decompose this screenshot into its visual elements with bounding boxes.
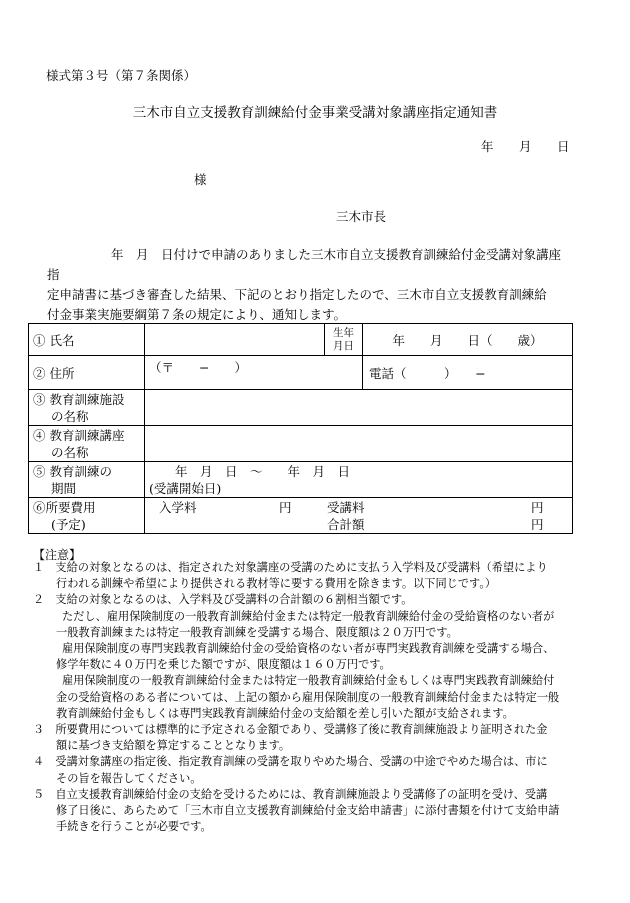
phone-value[interactable]: 電話（ ） − [363, 356, 573, 390]
note-line: ５ 自立支援教育訓練給付金の支給を受けるためには、教育訓練施設より受講修了の証明を受け、受講 [33, 787, 548, 801]
facility-row [29, 390, 573, 426]
body-line-2: 定申請書に基づき審査した結果、下記のとおり指定したので、三木市自立支援教育訓練給 [47, 287, 547, 302]
address-label: ② 住所 [29, 356, 145, 390]
date-year: 年 [481, 139, 494, 154]
course-value[interactable] [145, 426, 573, 462]
form-number: 様式第３号（第７条関係） [46, 68, 197, 83]
period-value[interactable]: 年 月 日 〜 年 月 日 (受講開始日) [145, 462, 573, 498]
name-label: ① 氏名 [29, 324, 145, 356]
notes-list [33, 560, 593, 835]
note-line: 手続きを行うことが必要です。 [56, 820, 212, 834]
entry-fee-label: 入学料 [159, 499, 197, 515]
body-line-1: 年 月 日付けで申請のありました三木市自立支援教育訓練給付金受講対象講座指 [47, 247, 562, 282]
note-line: ２ 支給の対象となるのは、入学料及び受講料の合計額の６割相当額です。 [33, 593, 413, 607]
name-value[interactable] [145, 324, 325, 356]
total-label: 合計額 [327, 516, 365, 532]
document-title: 三木市自立支援教育訓練給付金事業受講対象講座指定通知書 [132, 105, 498, 121]
note-line: １ 支給の対象となるのは、指定された対象講座の受講のために支払う入学料及び受講料（希望により [33, 561, 548, 574]
issue-date [481, 137, 570, 155]
note-line: 教育訓練給付金もしくは専門実践教育訓練給付金の支給額を差し引いた額が支給されます。 [56, 706, 514, 720]
total-yen: 円 [531, 516, 544, 532]
note-line: その旨を報告してください。 [56, 771, 202, 785]
course-row [29, 426, 573, 462]
note-line: 額に基づき支給額を算定することとなります。 [56, 739, 291, 753]
address-row [29, 356, 573, 390]
applicant-info-table [28, 323, 573, 534]
cost-row [29, 498, 573, 534]
address-value[interactable]: （〒 − ） [145, 356, 363, 390]
note-line: ３ 所要費用については標準的に予定される金額であり、受講修了後に教育訓練施設より証明された金 [33, 723, 548, 737]
facility-value[interactable] [145, 390, 573, 426]
note-line: 金の受給資格のある者については、上記の額から雇用保険制度の一般教育訓練給付金または特定一般 [56, 690, 560, 704]
note-line: 修学年数に４０万円を乗じた額ですが、限度額は１６０万円です。 [56, 658, 391, 672]
tuition-label: 受講料 [327, 499, 365, 515]
note-line: 修了日後に、あらためて「三木市自立支援教育訓練給付金支給申請書」に添付書類を付けて支給申請 [56, 804, 560, 818]
issuer-name: 三木市長 [336, 209, 387, 224]
note-line: 一般教育訓練または特定一般教育訓練を受講する場合、限度額は２０万円です。 [56, 625, 458, 639]
note-line: 雇用保険制度の一般教育訓練給付金または特定一般教育訓練給付金もしくは専門実践教育訓練給付 [62, 674, 555, 688]
cost-label: ⑥所要費用 (予定) [29, 498, 145, 534]
body-line-3: 付金事業実施要綱第７条の規定により、通知します。 [47, 307, 347, 322]
note-line: ただし、雇用保険制度の一般教育訓練給付金または特定一般教育訓練給付金の受給資格のない者が [62, 609, 555, 623]
date-day: 日 [557, 139, 570, 154]
facility-label: ③ 教育訓練施設 の名称 [29, 390, 145, 426]
birthdate-value[interactable]: 年 月 日（ 歳） [363, 324, 573, 356]
note-line: ４ 受講対象講座の指定後、指定教育訓練の受講を取りやめた場合、受講の中途でやめた場合は、市に [33, 755, 548, 769]
addressee-suffix: 様 [194, 172, 207, 187]
period-row [29, 462, 573, 498]
name-row [29, 324, 573, 356]
entry-fee-yen: 円 [279, 499, 292, 515]
tuition-yen: 円 [531, 499, 544, 515]
course-label: ④ 教育訓練講座 の名称 [29, 426, 145, 462]
cost-value[interactable] [145, 498, 573, 534]
notice-body [47, 245, 567, 325]
note-line: 行われる訓練や希望により提供される教材等に要する費用を除きます。以下同じです。） [56, 577, 497, 591]
date-month: 月 [519, 139, 532, 154]
period-label: ⑤ 教育訓練の 期間 [29, 462, 145, 498]
notes-heading: 【注意】 [33, 548, 82, 562]
birthdate-label: 生年 月日 [325, 324, 363, 356]
note-line: 雇用保険制度の専門実践教育訓練給付金の受給資格のない者が専門実践教育訓練を受講する場合、 [62, 642, 555, 656]
